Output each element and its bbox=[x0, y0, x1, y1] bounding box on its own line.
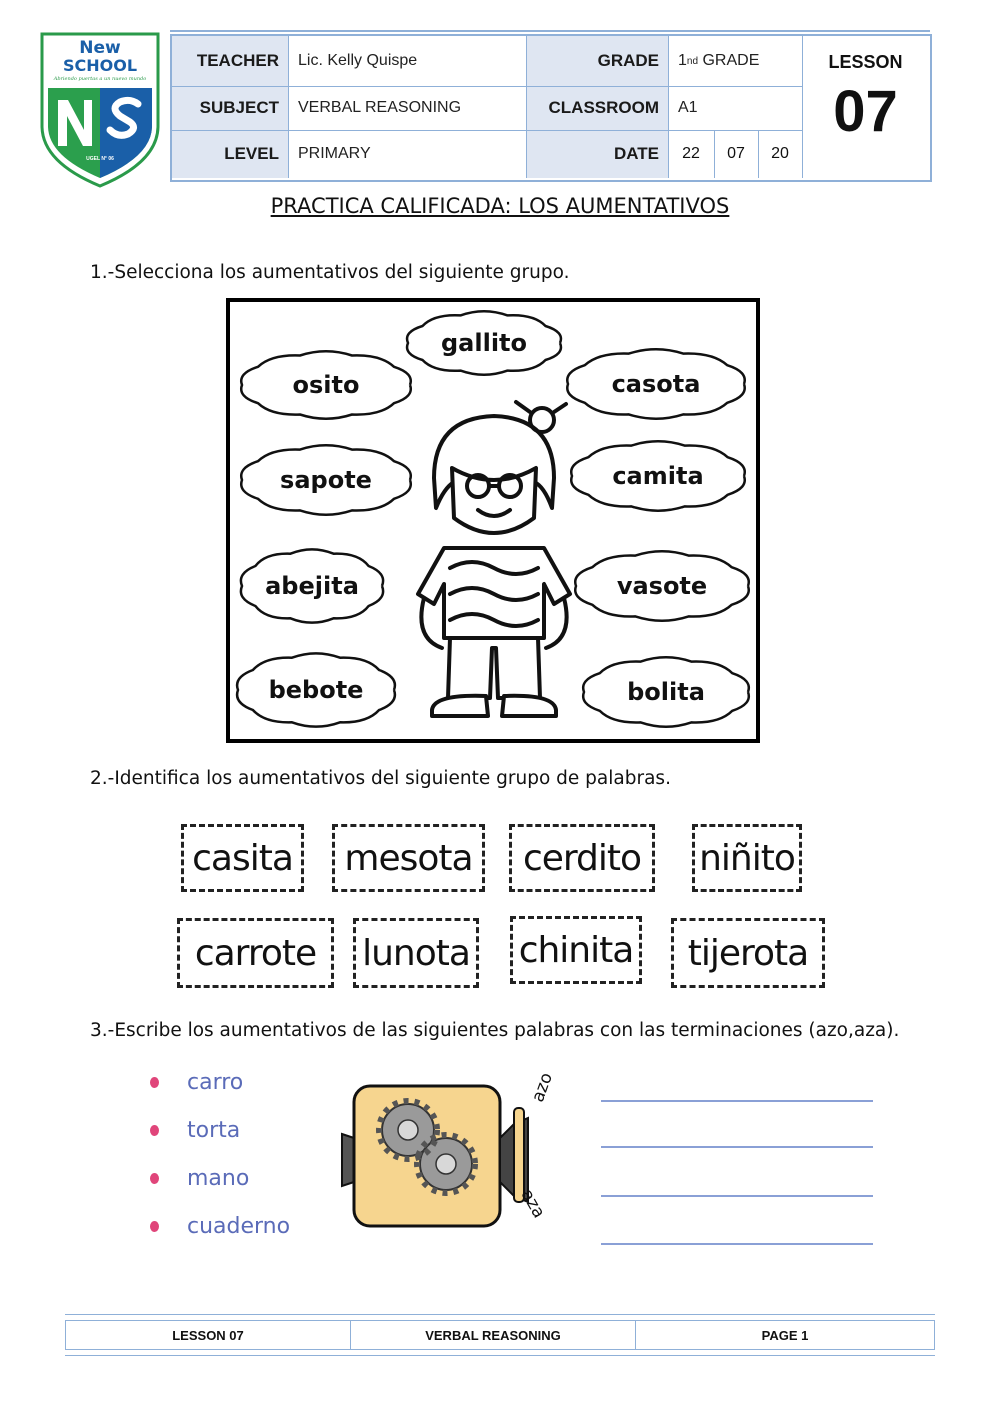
word-box[interactable]: mesota bbox=[332, 824, 485, 892]
cloud-word: bebote bbox=[268, 676, 364, 704]
word-cloud[interactable] bbox=[232, 650, 400, 730]
classroom-value: A1 bbox=[678, 99, 698, 116]
question-2-prompt: 2.-Identifica los aumentativos del siguiente grupo de palabras. bbox=[90, 768, 671, 789]
subject-value: VERBAL REASONING bbox=[298, 99, 462, 116]
logo-ugel: UGEL N° 06 bbox=[86, 156, 114, 162]
teacher-label: TEACHER bbox=[172, 36, 288, 86]
subject-label: SUBJECT bbox=[172, 86, 288, 130]
page-title: PRACTICA CALIFICADA: LOS AUMENTATIVOS bbox=[270, 194, 730, 218]
grade-suffix: nd bbox=[686, 55, 699, 67]
bullet-icon bbox=[150, 1077, 159, 1088]
word-box[interactable]: niñito bbox=[692, 824, 802, 892]
word-cloud[interactable] bbox=[562, 346, 750, 422]
logo-brand-bottom: SCHOOL bbox=[62, 56, 138, 75]
list-item bbox=[150, 1214, 290, 1239]
footer-subject: VERBAL REASONING bbox=[350, 1320, 636, 1350]
date-month: 07 bbox=[727, 145, 745, 162]
word-cloud[interactable] bbox=[236, 442, 416, 518]
output-label-azo: azo bbox=[528, 1070, 557, 1105]
answer-line[interactable] bbox=[601, 1243, 873, 1245]
answer-line[interactable] bbox=[601, 1195, 873, 1197]
bullet-icon bbox=[150, 1125, 159, 1136]
classroom-label: CLASSROOM bbox=[526, 86, 668, 130]
lesson-label: LESSON bbox=[828, 52, 903, 72]
word-box[interactable]: cerdito bbox=[509, 824, 655, 892]
date-label: DATE bbox=[526, 130, 668, 178]
word-cloud[interactable] bbox=[236, 348, 416, 422]
cloud-word: vasote bbox=[616, 572, 708, 600]
page-footer bbox=[65, 1314, 935, 1356]
school-logo bbox=[38, 30, 162, 190]
word-box[interactable]: chinita bbox=[510, 916, 642, 984]
level-label: LEVEL bbox=[172, 130, 288, 178]
header-table bbox=[170, 34, 930, 180]
word-cloud[interactable] bbox=[402, 308, 566, 378]
base-word: carro bbox=[187, 1070, 244, 1095]
cloud-word: sapote bbox=[280, 466, 372, 494]
grade-label: GRADE bbox=[526, 36, 668, 86]
date-day: 22 bbox=[682, 145, 700, 162]
cloud-word: bolita bbox=[627, 678, 705, 706]
output-label-aza: aza bbox=[516, 1186, 549, 1222]
grade-word: GRADE bbox=[698, 52, 760, 69]
word-box[interactable]: carrote bbox=[177, 918, 334, 988]
logo-tagline: Abriendo puertas a un nuevo mundo bbox=[53, 76, 147, 82]
list-item bbox=[150, 1166, 249, 1191]
cloud-word: camita bbox=[612, 462, 704, 490]
base-word: torta bbox=[187, 1118, 241, 1143]
list-item bbox=[150, 1118, 240, 1143]
word-cloud[interactable] bbox=[566, 438, 750, 514]
girl-illustration bbox=[394, 398, 594, 728]
list-item bbox=[150, 1070, 243, 1095]
footer-lesson: LESSON 07 bbox=[65, 1320, 351, 1350]
word-box[interactable]: lunota bbox=[353, 918, 479, 988]
word-box[interactable]: casita bbox=[181, 824, 304, 892]
level-value: PRIMARY bbox=[298, 145, 371, 162]
bullet-icon bbox=[150, 1221, 159, 1232]
logo-brand-top: New bbox=[79, 38, 121, 58]
teacher-value: Lic. Kelly Quispe bbox=[298, 52, 418, 69]
word-box[interactable]: tijerota bbox=[671, 918, 825, 988]
word-machine-illustration bbox=[338, 1070, 573, 1238]
grade-value bbox=[668, 36, 802, 86]
cloud-word: gallito bbox=[440, 329, 527, 357]
question-3-prompt: 3.-Escribe los aumentativos de las siguientes palabras con las terminaciones (azo,aza). bbox=[90, 1020, 900, 1041]
footer-page: PAGE 1 bbox=[635, 1320, 935, 1350]
question-1-prompt: 1.-Selecciona los aumentativos del siguiente grupo. bbox=[90, 262, 570, 283]
word-cloud[interactable] bbox=[570, 548, 754, 624]
cloud-word: casota bbox=[611, 370, 701, 398]
answer-line[interactable] bbox=[601, 1100, 873, 1102]
question-1-image bbox=[226, 298, 760, 743]
answer-line[interactable] bbox=[601, 1146, 873, 1148]
bullet-icon bbox=[150, 1173, 159, 1184]
lesson-number: 07 bbox=[833, 79, 898, 144]
base-word: cuaderno bbox=[187, 1214, 291, 1239]
cloud-word: osito bbox=[292, 371, 360, 399]
date-year: 20 bbox=[771, 145, 789, 162]
word-cloud[interactable] bbox=[578, 654, 754, 730]
base-word: mano bbox=[187, 1166, 250, 1191]
word-cloud[interactable] bbox=[236, 546, 388, 626]
cloud-word: abejita bbox=[265, 572, 359, 600]
grade-number: 1 bbox=[678, 52, 687, 69]
